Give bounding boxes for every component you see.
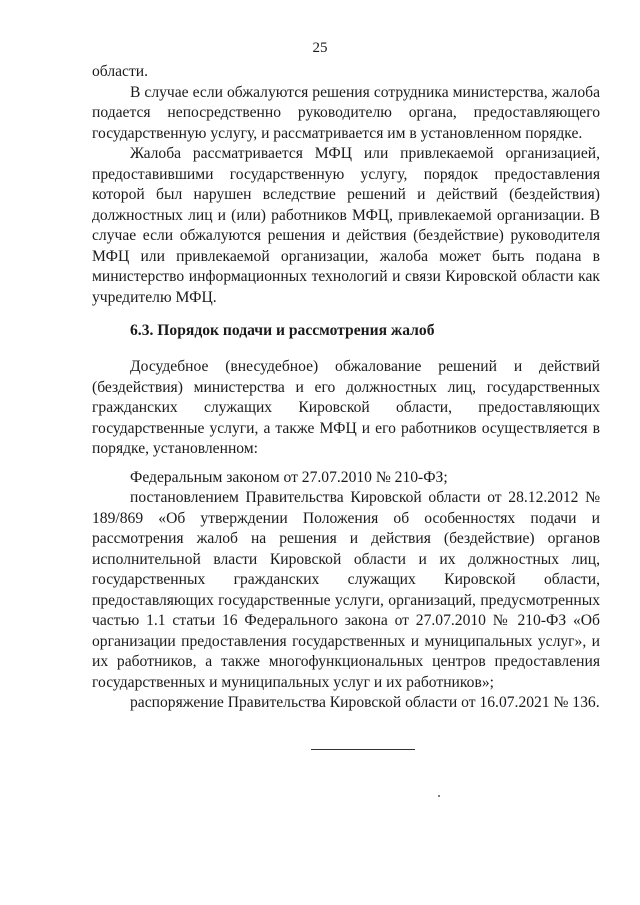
- section-heading: 6.3. Порядок подачи и рассмотрения жалоб: [130, 322, 435, 339]
- paragraph-mfc-complaint: Жалоба рассматривается МФЦ или привлекаемой организацией, предоставившими государственную услугу, порядок предоставления которой был нарушен вследствие решений и действий (бездействия) должностных лиц и (или) работников МФЦ, привлекаемой организации. В случае если обжалуются решения и действия (бездействие) руководителя МФЦ или привлекаемой организации, жалоба может быть подана в министерство информационных технологий и связи Кировской области как учредителю МФЦ.: [92, 145, 600, 306]
- paragraph-government-resolution: постановлением Правительства Кировской области от 28.12.2012 № 189/869 «Об утверждении Положения об особенностях подачи и рассмотрения жалоб на решения и действия (бездействие) органов исполнительной власти Кировской области и их должностных лиц, государственных гражданских служащих Кировской области, предоставляющих государственные услуги, организаций, предусмотренных частью 1.1 статьи 16 Федерального закона от 27.07.2010 № 210-ФЗ «Об организации предоставления государственных и муниципальных услуг», и их работников, а также многофункциональных центров предоставления государственных и муниципальных услуг и их работников»;: [92, 489, 600, 691]
- bottom-text-block: [92, 357, 600, 714]
- scan-speck: [438, 795, 440, 797]
- paragraph-government-order: распоряжение Правительства Кировской области от 16.07.2021 № 136.: [130, 694, 600, 711]
- paragraph-ministry-complaint: В случае если обжалуются решения сотрудника министерства, жалоба подается непосредственно руководителю органа, предоставляющего государственную услугу, и рассматривается им в установленном порядке.: [92, 83, 600, 142]
- paragraph-appeal-procedure: Досудебное (внесудебное) обжалование решений и действий (бездействия) министерства и его должностных лиц, государственных гражданских служащих Кировской области, предоставляющих государственные услуги, а также МФЦ и его работников осуществляется в порядке, установленном:: [92, 358, 600, 457]
- top-text-block: [92, 62, 600, 308]
- end-divider-line: [311, 749, 415, 750]
- page-number: 25: [312, 40, 328, 56]
- paragraph-federal-law: Федеральным законом от 27.07.2010 № 210-ФЗ;: [130, 468, 448, 486]
- paragraph-continuation: области.: [92, 63, 149, 80]
- paragraph-spacer: [92, 460, 600, 468]
